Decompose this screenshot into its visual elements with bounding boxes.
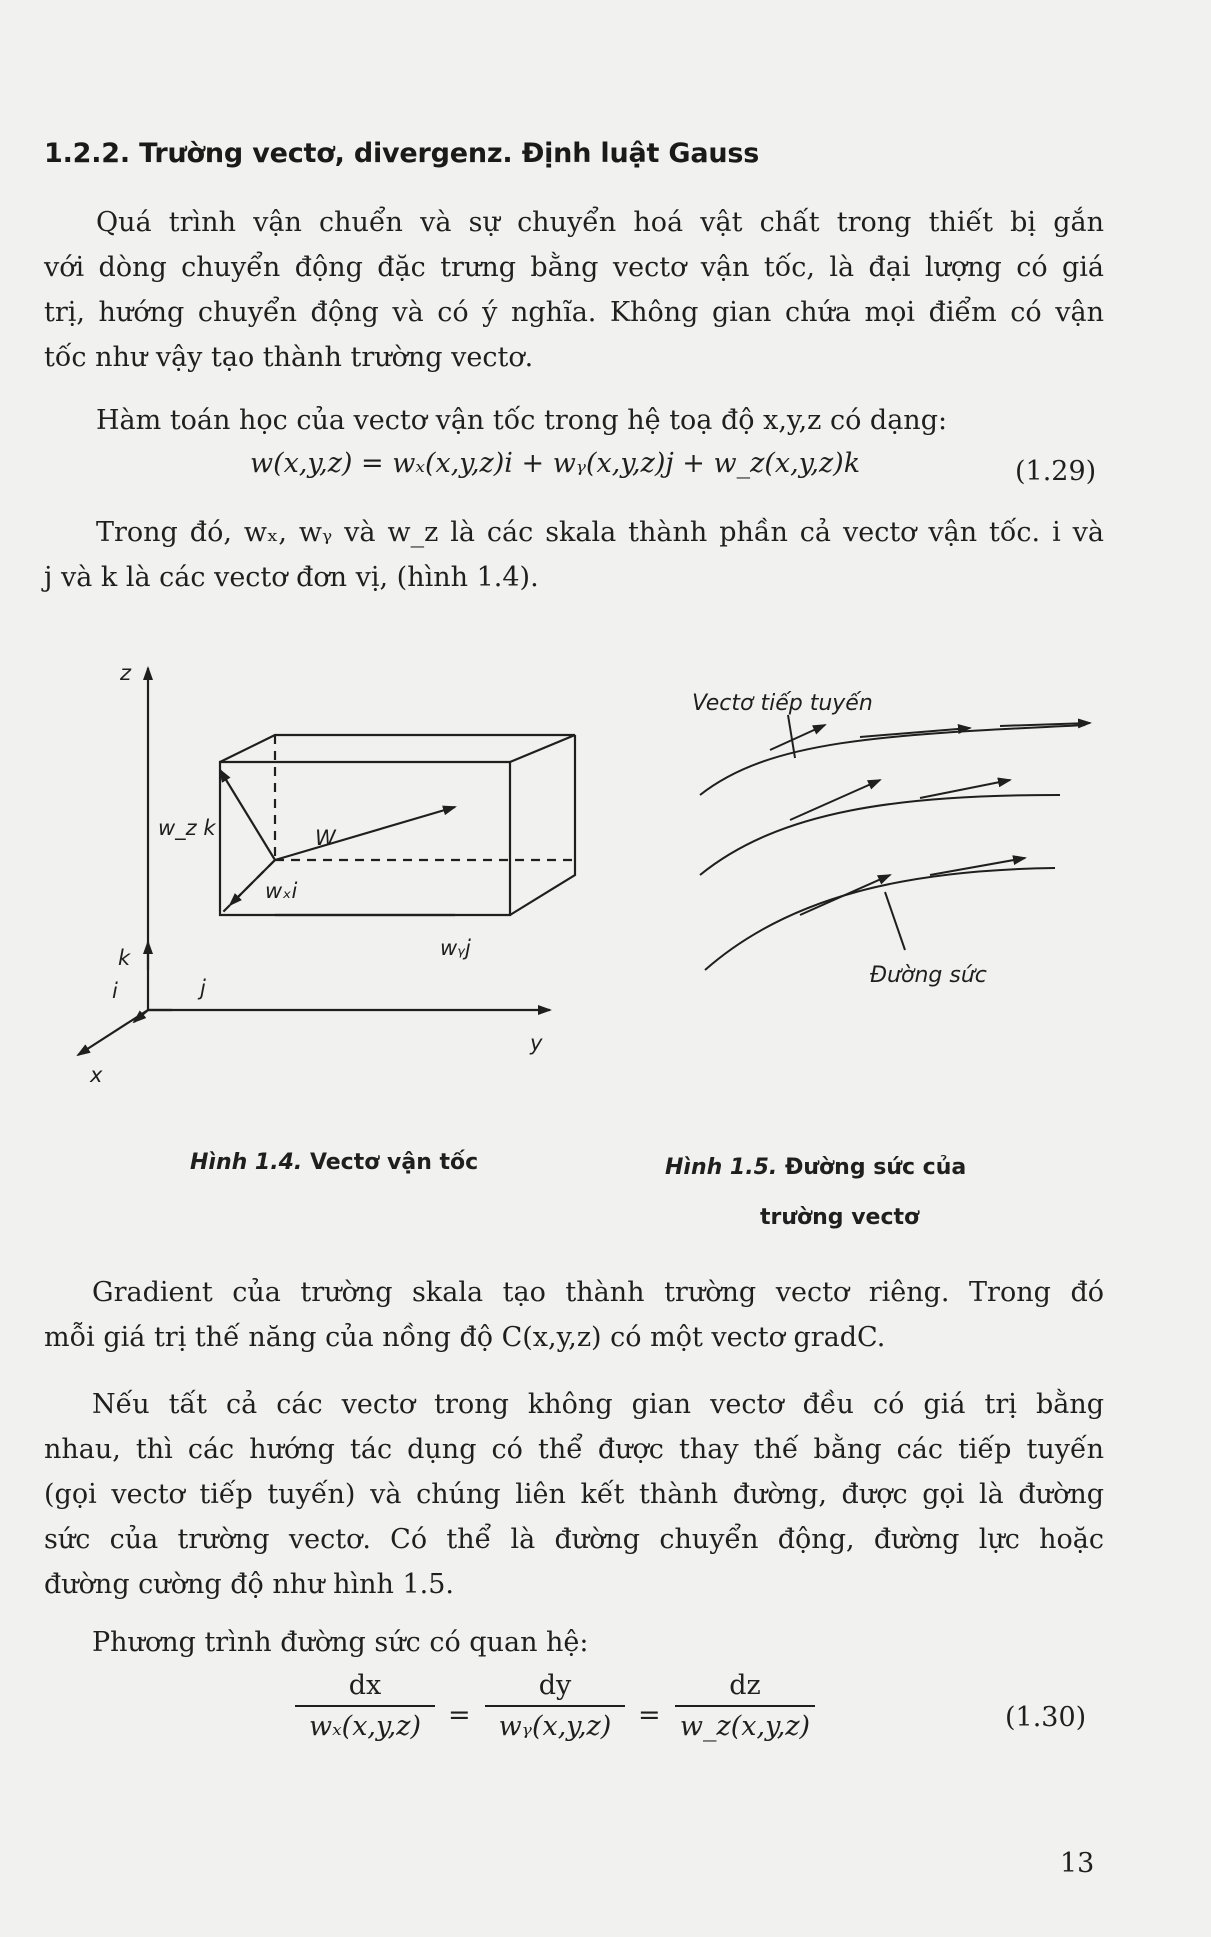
equals-sign: = [638,1700,661,1731]
fraction-dy [485,1670,625,1742]
text-line: mỗi giá trị thế năng của nồng độ C(x,y,z) có một vectơ gradC. [44,1322,886,1353]
text-line: (gọi vectơ tiếp tuyến) và chúng liên kết thành đường, được gọi là đường [44,1479,1104,1510]
equals-sign: = [448,1700,471,1731]
caption-figure-1-5-line2: trường vectơ [760,1205,920,1230]
label-i: i [112,979,118,1003]
text-line: đường cường độ như hình 1.5. [44,1569,454,1600]
text-line: Quá trình vận chuển và sự chuyển hoá vật chất trong thiết bị gắn [96,207,1104,238]
paragraph-field-line-equation [92,1620,1092,1665]
caption-number: Hình 1.4. [190,1150,303,1175]
paragraph-velocity-function [96,398,1096,443]
tangent-vector [800,875,890,915]
equation-number-1-30: (1.30) [1005,1702,1087,1733]
leader-line [885,892,905,950]
equation-1-29: w(x,y,z) = wₓ(x,y,z)i + wᵧ(x,y,z)j + w_z(x,y,z)k [250,448,861,479]
text-line: Nếu tất cả các vectơ trong không gian vectơ đều có giá trị bằng [92,1389,1104,1420]
paragraph-gradient [44,1270,1104,1360]
label-y: y [530,1031,543,1055]
fraction-dz [675,1670,815,1742]
caption-text: Đường sức của [777,1155,967,1180]
label-field-line: Đường sức [870,963,987,988]
figure-1-4-velocity-vector [60,650,580,1120]
leader-line [788,715,795,758]
figure-1-5-field-lines [680,680,1100,1010]
box-side-face [510,735,575,915]
text-line: Hàm toán học của vectơ vận tốc trong hệ toạ độ x,y,z có dạng: [96,405,948,436]
box-back-face [220,762,510,915]
text-line: nhau, thì các hướng tác dụng có thể được thay thế bằng các tiếp tuyến [44,1434,1104,1465]
text-line: tốc như vậy tạo thành trường vectơ. [44,342,534,373]
tangent-vector [770,725,825,750]
vector-w [275,807,455,860]
fraction-dx [295,1670,435,1742]
text-line: Phương trình đường sức có quan hệ: [92,1627,589,1658]
unit-vector-i [134,1010,148,1022]
field-line [700,725,1085,795]
paragraph-vector-field [44,200,1104,380]
caption-figure-1-4 [190,1150,478,1175]
label-wzk: w_z k [158,816,216,840]
text-line: với dòng chuyển động đặc trưng bằng vectơ vận tốc, là đại lượng có giá [44,252,1104,283]
numerator: dy [538,1670,572,1701]
label-z: z [120,661,132,685]
label-wyj: wᵧj [440,936,471,960]
text-line: j và k là các vectơ đơn vị, (hình 1.4). [44,562,539,593]
text-line: sức của trường vectơ. Có thể là đường chuyển động, đường lực hoặc [44,1524,1104,1555]
x-axis [78,1010,148,1055]
text-line: Gradient của trường skala tạo thành trường vectơ riêng. Trong đó [92,1277,1104,1308]
section-heading: 1.2.2. Trường vectơ, divergenz. Định luật Gauss [44,138,760,169]
label-j: j [200,976,206,1000]
label-k: k [118,946,131,970]
label-tangent-vector: Vectơ tiếp tuyến [692,691,873,716]
numerator: dz [729,1670,761,1701]
paragraph-components [44,510,1104,600]
caption-number: Hình 1.5. [665,1155,778,1180]
denominator: wᵧ(x,y,z) [485,1705,625,1742]
denominator: wₓ(x,y,z) [295,1705,435,1742]
text-line: Trong đó, wₓ, wᵧ và w_z là các skala thành phần cả vectơ vận tốc. i và [96,517,1104,548]
page-number: 13 [1060,1848,1095,1879]
equation-number-1-29: (1.29) [1015,456,1097,487]
text-line: trị, hướng chuyển động và có ý nghĩa. Không gian chứa mọi điểm có vận [44,297,1104,328]
label-x: x [90,1063,103,1087]
vector-wzk [220,770,275,860]
label-w: W [315,826,336,850]
field-line [700,795,1060,875]
box-top-face [220,735,575,762]
caption-text: Vectơ vận tốc [302,1150,479,1175]
label-wxi: wₓi [265,879,298,903]
caption-figure-1-5 [665,1155,966,1180]
paragraph-field-lines [44,1382,1104,1607]
numerator: dx [348,1670,382,1701]
denominator: w_z(x,y,z) [675,1705,815,1742]
field-line [705,868,1055,970]
